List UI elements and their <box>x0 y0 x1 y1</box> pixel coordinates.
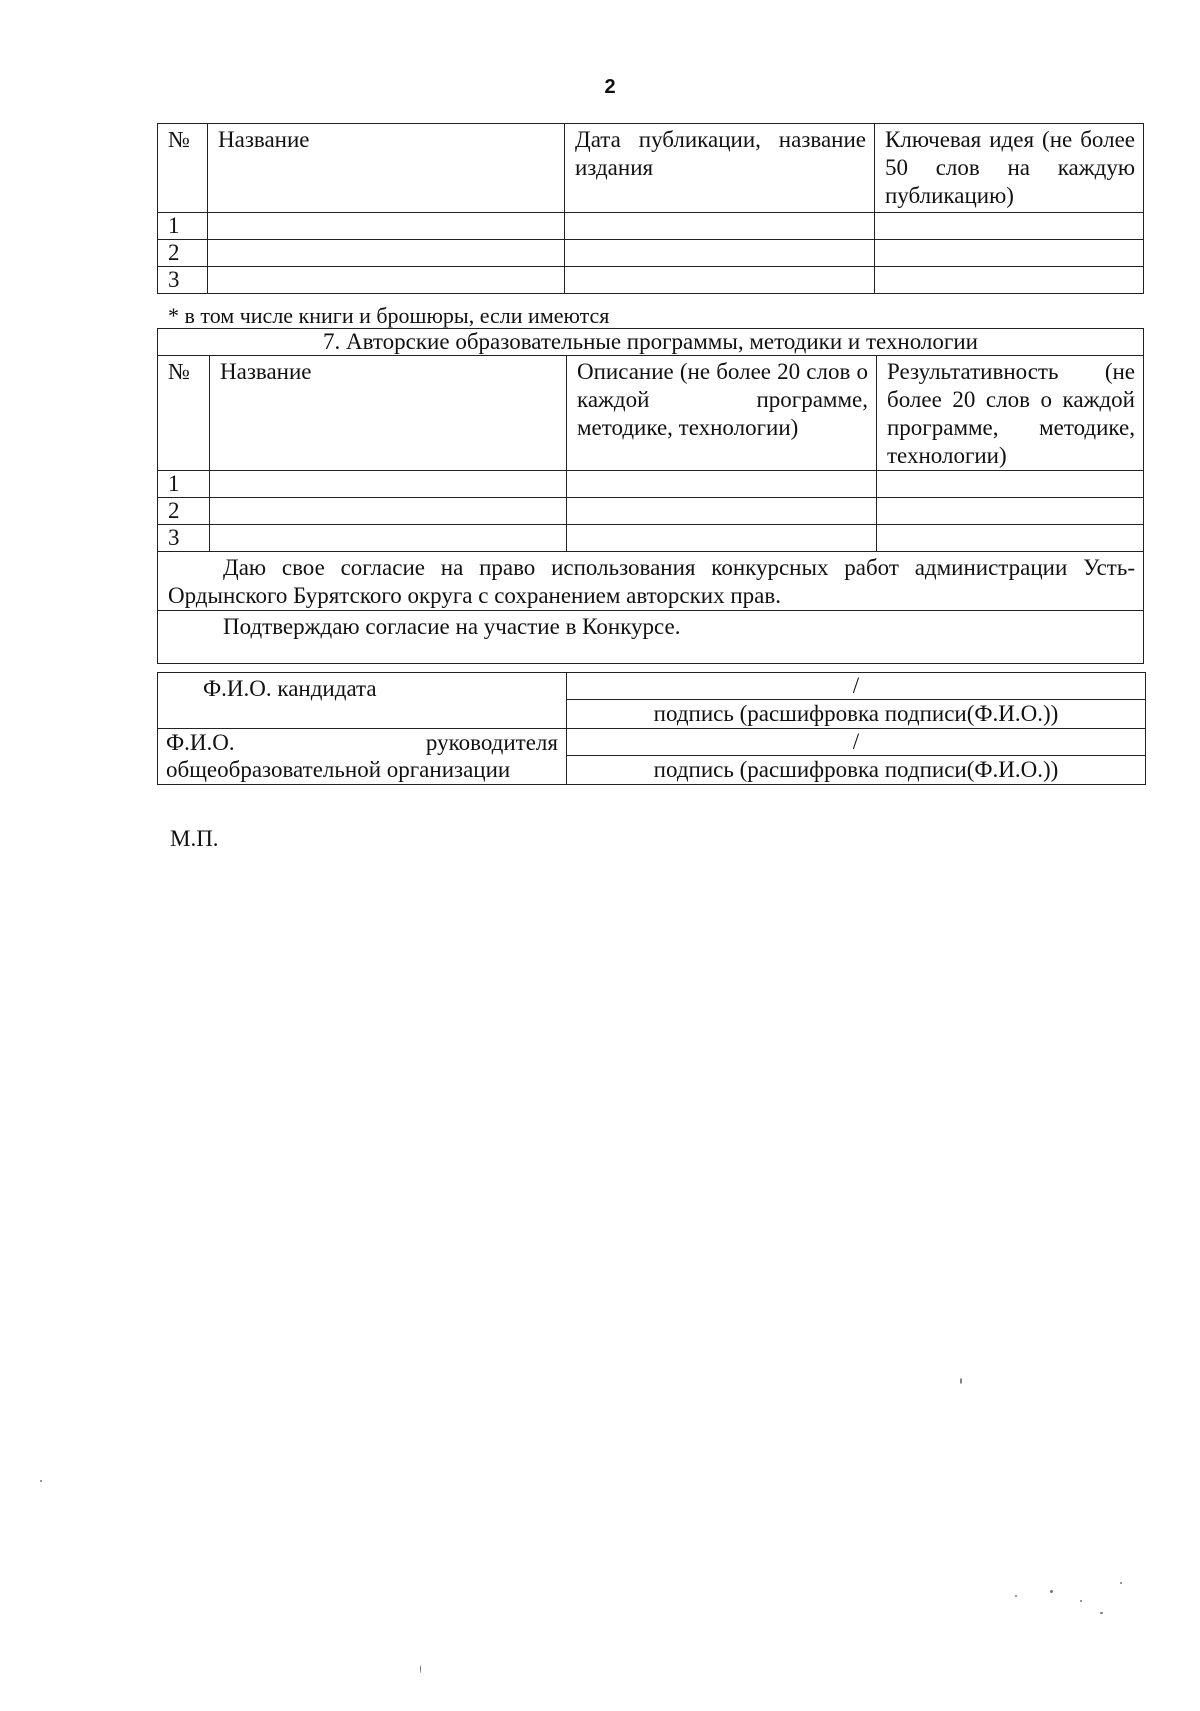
table-row <box>158 267 1144 294</box>
col-effectiveness-header: Результативность (не более 20 слов о каждой программе, методике, технологии) <box>877 356 1144 471</box>
cell-name <box>210 471 567 498</box>
publications-table <box>157 123 1144 294</box>
cell-name <box>208 267 565 294</box>
col-name-header: Название <box>210 356 567 471</box>
publications-header-row <box>158 124 1144 213</box>
cell-key-idea <box>875 240 1144 267</box>
consent-text: Даю свое согласие на право использования конкурсных работ администрации Усть-Ордынского Бурятского округа с сохранением авторских прав. <box>158 552 1144 611</box>
cell-date <box>565 240 875 267</box>
head-label-line: общеобразовательной организации <box>166 757 511 782</box>
scan-speck <box>1050 1590 1053 1593</box>
programs-header-row <box>158 356 1144 471</box>
signatures-table <box>157 672 1146 785</box>
candidate-signature-line: / <box>567 673 1146 700</box>
scan-speck <box>1015 1595 1017 1597</box>
col-key-idea-header: Ключевая идея (не более 50 слов на каждую публикацию) <box>875 124 1144 213</box>
row-number: 1 <box>158 471 210 498</box>
cell-description <box>567 498 877 525</box>
footnote: * в том числе книги и брошюры, если имеются <box>168 303 610 328</box>
cell-effectiveness <box>877 525 1144 552</box>
cell-date <box>565 213 875 240</box>
section-title: 7. Авторские образовательные программы, методики и технологии <box>158 329 1144 356</box>
col-num-header: № <box>158 124 208 213</box>
col-num-header: № <box>158 356 210 471</box>
table-row <box>158 525 1144 552</box>
cell-key-idea <box>875 267 1144 294</box>
table-row <box>158 213 1144 240</box>
table-row <box>158 240 1144 267</box>
table-row <box>158 471 1144 498</box>
cell-name <box>210 498 567 525</box>
col-date-header: Дата публикации, название издания <box>565 124 875 213</box>
cell-name <box>208 213 565 240</box>
cell-date <box>565 267 875 294</box>
scan-speck <box>1100 1612 1103 1614</box>
scan-speck <box>1120 1582 1122 1584</box>
cell-key-idea <box>875 213 1144 240</box>
cell-effectiveness <box>877 498 1144 525</box>
consent-row <box>158 552 1144 611</box>
row-number: 1 <box>158 213 208 240</box>
scan-speck <box>1080 1600 1082 1602</box>
confirm-text: Подтверждаю согласие на участие в Конкурсе. <box>158 611 1144 664</box>
candidate-signature-caption: подпись (расшифровка подписи(Ф.И.О.)) <box>567 700 1146 729</box>
head-label-line: Ф.И.О. руководителя <box>166 730 558 755</box>
programs-title-row <box>158 329 1144 356</box>
cell-description <box>567 471 877 498</box>
row-number: 3 <box>158 267 208 294</box>
candidate-signature-row <box>158 673 1146 700</box>
programs-table <box>157 328 1144 664</box>
head-signature-row <box>158 729 1146 756</box>
col-name-header: Название <box>208 124 565 213</box>
col-description-header: Описание (не более 20 слов о каждой программе, методике, технологии) <box>567 356 877 471</box>
scan-speck <box>40 1480 42 1482</box>
confirm-row <box>158 611 1144 664</box>
row-number: 2 <box>158 498 210 525</box>
row-number: 3 <box>158 525 210 552</box>
cell-name <box>208 240 565 267</box>
table-row <box>158 498 1144 525</box>
head-signature-line: / <box>567 729 1146 756</box>
row-number: 2 <box>158 240 208 267</box>
cell-description <box>567 525 877 552</box>
candidate-label: Ф.И.О. кандидата <box>158 673 567 729</box>
cell-effectiveness <box>877 471 1144 498</box>
head-signature-caption: подпись (расшифровка подписи(Ф.И.О.)) <box>567 756 1146 785</box>
scan-speck <box>960 1378 962 1384</box>
page-number: 2 <box>604 76 616 98</box>
head-label <box>158 729 567 785</box>
cell-name <box>210 525 567 552</box>
scan-speck <box>420 1665 421 1673</box>
stamp-place: М.П. <box>170 826 219 851</box>
